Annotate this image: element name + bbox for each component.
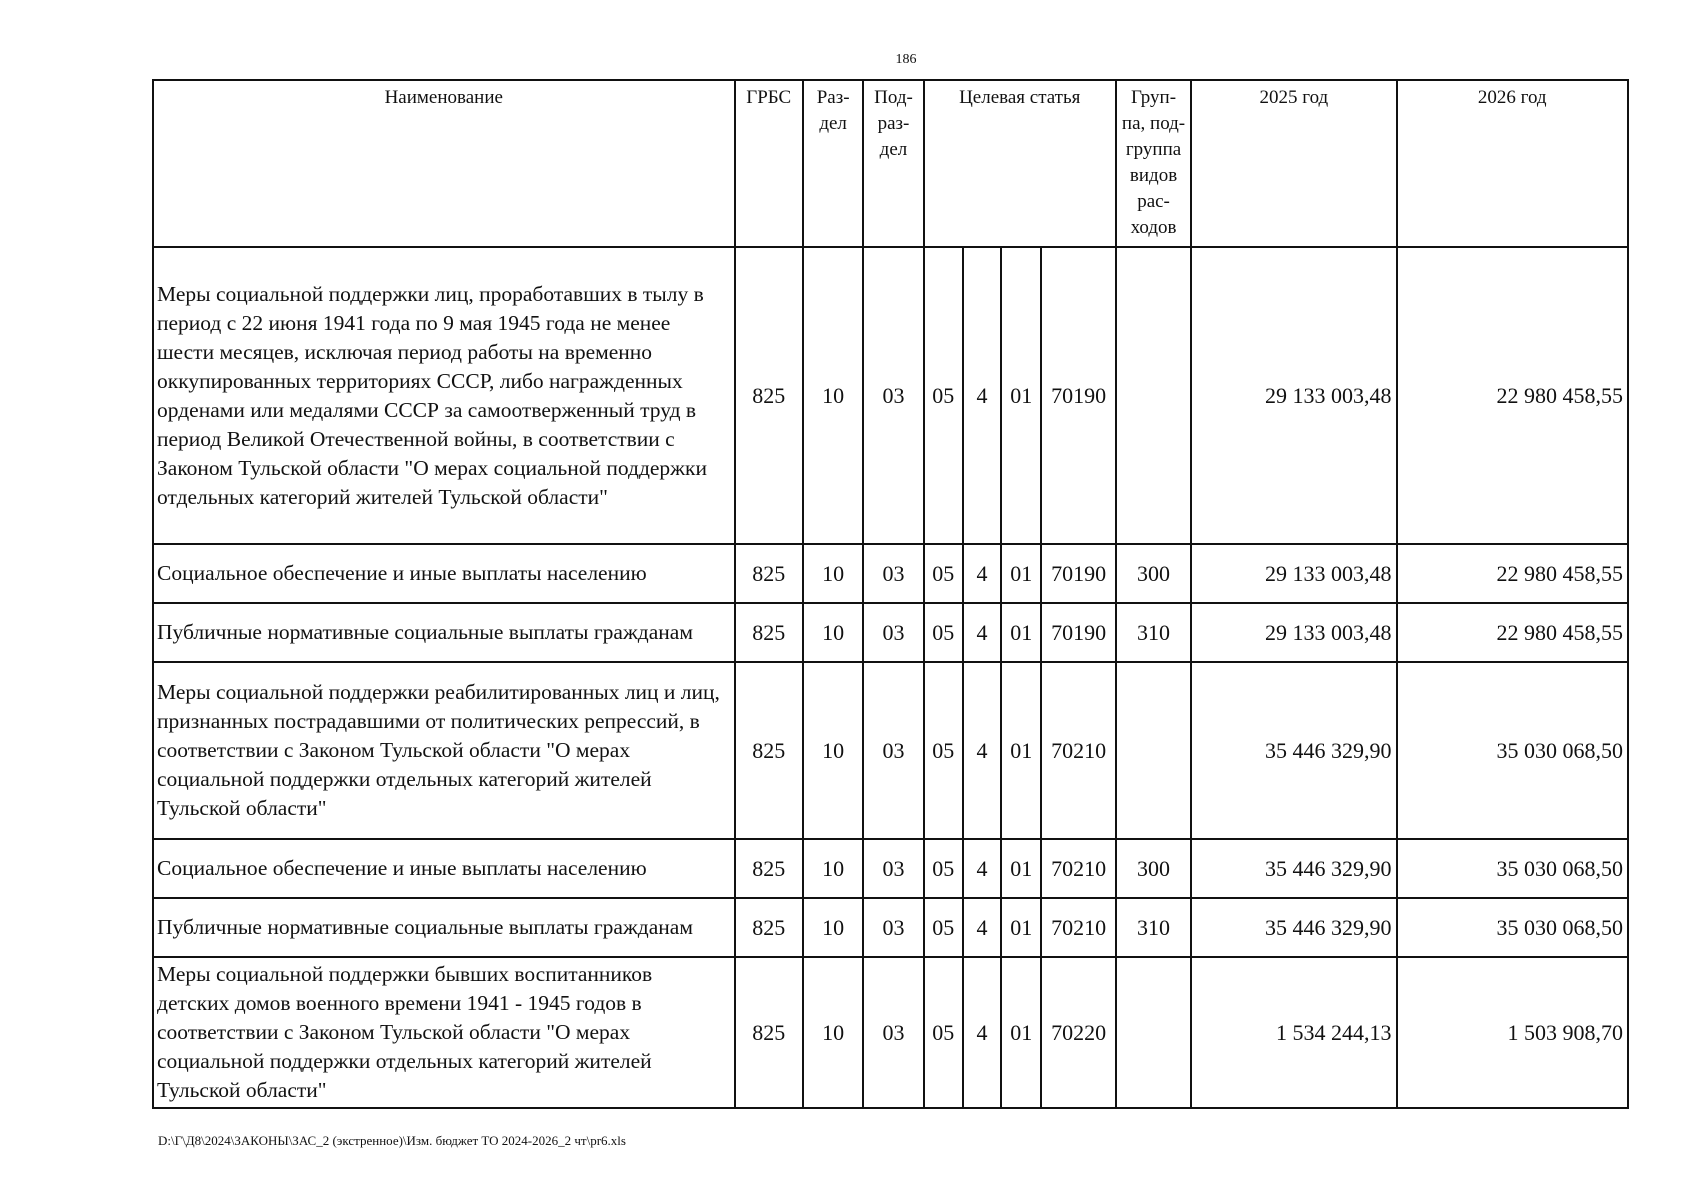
target-article-direction-cell: 70190 [1041, 603, 1115, 662]
grbs-cell: 825 [735, 839, 803, 898]
expense-group-cell [1116, 247, 1191, 544]
name-cell: Меры социальной поддержки реабилитированных лиц и лиц, признанных пострадавшими от политических репрессий, в соответствии с Законом Тульской области "О мерах социальной поддержки отдельных категорий жителей Тульской области" [153, 662, 735, 839]
target-article-subprogram-cell: 01 [1001, 898, 1041, 957]
target-article-type-cell: 4 [963, 957, 1001, 1108]
target-article-program-cell: 05 [924, 544, 963, 603]
section-cell: 10 [803, 957, 863, 1108]
target-article-direction-cell: 70190 [1041, 247, 1115, 544]
amount-2025-cell: 29 133 003,48 [1191, 544, 1396, 603]
subsection-cell: 03 [863, 603, 923, 662]
name-cell: Публичные нормативные социальные выплаты гражданам [153, 898, 735, 957]
amount-2026-cell: 22 980 458,55 [1397, 544, 1629, 603]
target-article-direction-cell: 70210 [1041, 839, 1115, 898]
grbs-cell: 825 [735, 603, 803, 662]
grbs-cell: 825 [735, 898, 803, 957]
name-cell: Меры социальной поддержки бывших воспитанников детских домов военного времени 1941 - 1945 годов в соответствии с Законом Тульской области "О мерах социальной поддержки отдельных категорий жителей Тульской области" [153, 957, 735, 1108]
file-path-footer: D:\Г\Д8\2024\ЗАКОНЫ\ЗАС_2 (экстренное)\Изм. бюджет ТО 2024-2026_2 чт\pr6.xls [158, 1133, 626, 1148]
header-year-2025: 2025 год [1191, 80, 1396, 247]
expense-group-cell: 310 [1116, 898, 1191, 957]
table-header-row [153, 80, 1628, 247]
table-row [153, 603, 1628, 662]
amount-2026-cell: 35 030 068,50 [1397, 662, 1629, 839]
header-section: Раз- дел [803, 80, 863, 247]
grbs-cell: 825 [735, 544, 803, 603]
expense-group-cell: 300 [1116, 544, 1191, 603]
amount-2025-cell: 29 133 003,48 [1191, 247, 1396, 544]
target-article-subprogram-cell: 01 [1001, 957, 1041, 1108]
target-article-direction-cell: 70190 [1041, 544, 1115, 603]
name-cell: Меры социальной поддержки лиц, проработавших в тылу в период с 22 июня 1941 года по 9 мая 1945 года не менее шести месяцев, исключая период работы на временно оккупированных территориях СССР, либо награжденных орденами или медалями СССР за самоотверженный труд в период Великой Отечественной войны, в соответствии с Законом Тульской области "О мерах социальной поддержки отдельных категорий жителей Тульской области" [153, 247, 735, 544]
amount-2025-cell: 35 446 329,90 [1191, 898, 1396, 957]
subsection-cell: 03 [863, 839, 923, 898]
header-name: Наименование [153, 80, 735, 247]
section-cell: 10 [803, 603, 863, 662]
target-article-type-cell: 4 [963, 662, 1001, 839]
grbs-cell: 825 [735, 247, 803, 544]
table-row [153, 544, 1628, 603]
subsection-cell: 03 [863, 247, 923, 544]
subsection-cell: 03 [863, 544, 923, 603]
table-body [153, 247, 1628, 1108]
target-article-type-cell: 4 [963, 603, 1001, 662]
header-target-article: Целевая статья [924, 80, 1116, 247]
target-article-program-cell: 05 [924, 662, 963, 839]
amount-2025-cell: 1 534 244,13 [1191, 957, 1396, 1108]
target-article-program-cell: 05 [924, 839, 963, 898]
target-article-subprogram-cell: 01 [1001, 662, 1041, 839]
target-article-type-cell: 4 [963, 839, 1001, 898]
amount-2026-cell: 35 030 068,50 [1397, 898, 1629, 957]
amount-2026-cell: 1 503 908,70 [1397, 957, 1629, 1108]
target-article-type-cell: 4 [963, 544, 1001, 603]
table-row [153, 247, 1628, 544]
section-cell: 10 [803, 898, 863, 957]
section-cell: 10 [803, 662, 863, 839]
expense-group-cell: 310 [1116, 603, 1191, 662]
section-cell: 10 [803, 247, 863, 544]
target-article-direction-cell: 70210 [1041, 662, 1115, 839]
target-article-subprogram-cell: 01 [1001, 247, 1041, 544]
target-article-type-cell: 4 [963, 898, 1001, 957]
subsection-cell: 03 [863, 662, 923, 839]
amount-2026-cell: 22 980 458,55 [1397, 603, 1629, 662]
amount-2025-cell: 35 446 329,90 [1191, 662, 1396, 839]
budget-table [152, 79, 1629, 1109]
target-article-subprogram-cell: 01 [1001, 603, 1041, 662]
name-cell: Социальное обеспечение и иные выплаты населению [153, 544, 735, 603]
header-subsection: Под- раз- дел [863, 80, 923, 247]
section-cell: 10 [803, 544, 863, 603]
grbs-cell: 825 [735, 662, 803, 839]
subsection-cell: 03 [863, 957, 923, 1108]
amount-2026-cell: 35 030 068,50 [1397, 839, 1629, 898]
target-article-subprogram-cell: 01 [1001, 544, 1041, 603]
header-expense-group: Груп- па, под- группа видов рас- ходов [1116, 80, 1191, 247]
expense-group-cell [1116, 957, 1191, 1108]
table-row [153, 898, 1628, 957]
target-article-subprogram-cell: 01 [1001, 839, 1041, 898]
table-row [153, 839, 1628, 898]
header-year-2026: 2026 год [1397, 80, 1629, 247]
page-number: 186 [895, 52, 917, 67]
amount-2025-cell: 35 446 329,90 [1191, 839, 1396, 898]
target-article-direction-cell: 70220 [1041, 957, 1115, 1108]
subsection-cell: 03 [863, 898, 923, 957]
name-cell: Социальное обеспечение и иные выплаты населению [153, 839, 735, 898]
target-article-program-cell: 05 [924, 603, 963, 662]
header-grbs: ГРБС [735, 80, 803, 247]
grbs-cell: 825 [735, 957, 803, 1108]
amount-2025-cell: 29 133 003,48 [1191, 603, 1396, 662]
expense-group-cell [1116, 662, 1191, 839]
target-article-program-cell: 05 [924, 957, 963, 1108]
table-row [153, 957, 1628, 1108]
amount-2026-cell: 22 980 458,55 [1397, 247, 1629, 544]
table-row [153, 662, 1628, 839]
name-cell: Публичные нормативные социальные выплаты гражданам [153, 603, 735, 662]
section-cell: 10 [803, 839, 863, 898]
target-article-program-cell: 05 [924, 247, 963, 544]
target-article-type-cell: 4 [963, 247, 1001, 544]
target-article-direction-cell: 70210 [1041, 898, 1115, 957]
target-article-program-cell: 05 [924, 898, 963, 957]
expense-group-cell: 300 [1116, 839, 1191, 898]
